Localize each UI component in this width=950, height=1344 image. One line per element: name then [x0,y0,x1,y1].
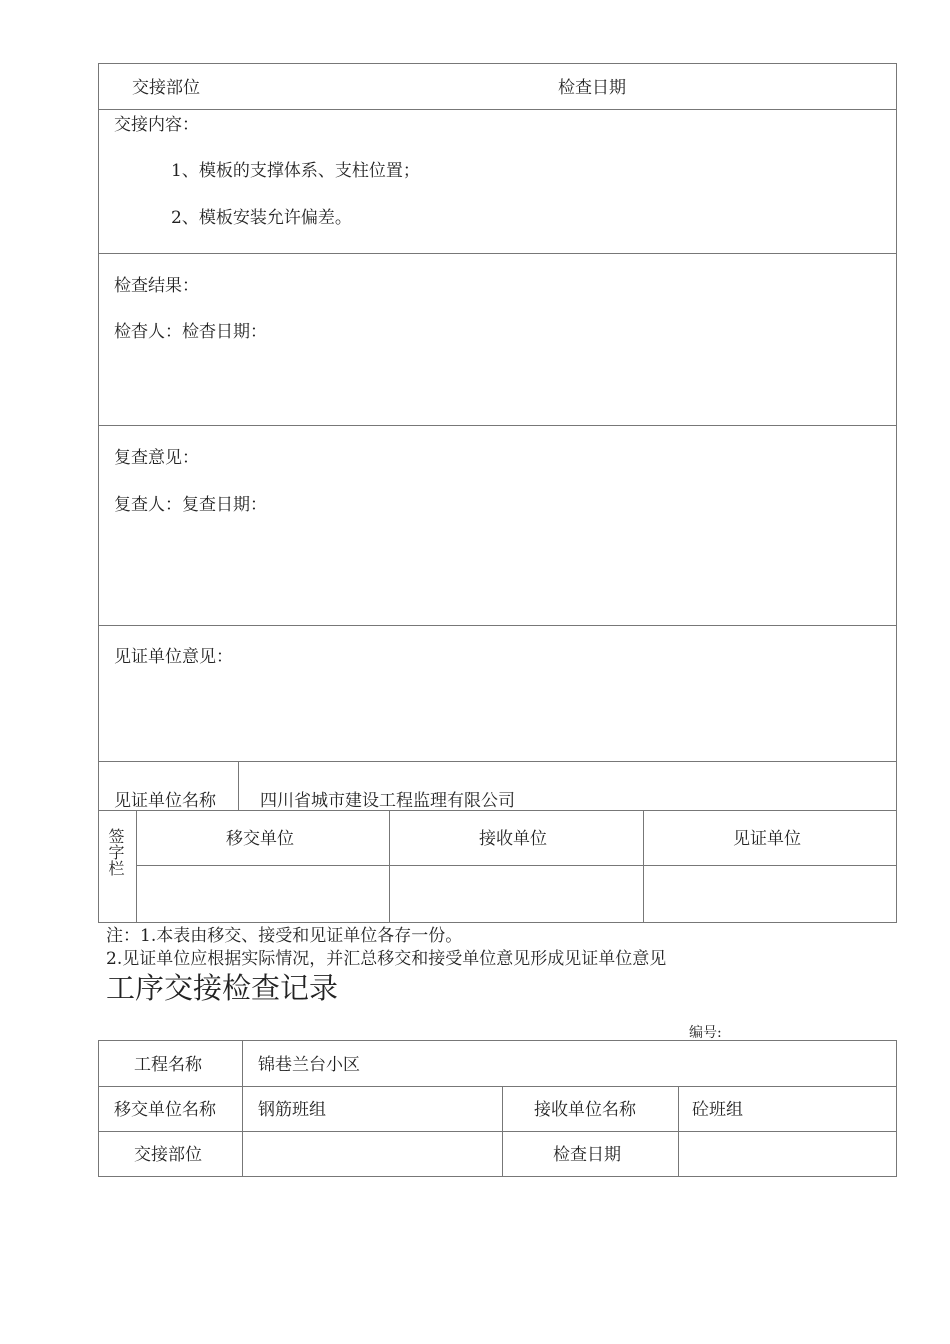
signature-field-handover[interactable] [137,866,388,922]
inspection-result-label: 检查结果： [114,276,199,296]
row-divider [98,810,897,811]
signature-side-label: 签字栏 [106,828,125,876]
receiving-unit-label: 接收单位名称 [534,1100,636,1120]
inspector-line: 检杳人：检杳日期： [114,322,267,342]
signature-field-receiving[interactable] [390,866,642,922]
inspection-date-field[interactable] [679,1132,896,1176]
receiving-unit-value: 砼班组 [692,1100,743,1120]
inspection-date-label-lower: 检查日期 [553,1145,621,1165]
witness-name-label: 见证单位名称 [114,791,216,811]
handover-unit-label: 移交单位名称 [114,1100,216,1120]
reviewer-line: 复查人：复查日期： [114,495,267,515]
inspection-date-label: 检查日期 [558,78,626,98]
signature-col-witness: 见证单位 [733,829,801,849]
handover-location-field[interactable] [243,1132,501,1176]
signature-col-handover: 移交单位 [226,829,294,849]
number-label: 编号: [689,1025,722,1041]
signature-field-witness[interactable] [644,866,896,922]
note-line-1: 注：1.本表由移交、接受和见证单位各存一份。 [106,926,463,946]
row-divider [98,109,897,110]
page-title: 工序交接检查记录 [106,971,339,1005]
location-label: 交接部位 [132,78,200,98]
column-divider [502,1086,503,1177]
handover-content-label: 交接内容： [114,115,199,135]
review-opinion-label: 复查意见： [114,448,199,468]
row-divider [98,253,897,254]
row-divider [98,425,897,426]
row-divider [98,1086,897,1087]
content-item-1: 1、模板的支撑体系、支柱位置； [171,161,420,181]
witness-name-value: 四川省城市建设工程监理有限公司 [260,791,515,811]
content-item-2: 2、模板安装允许偏差。 [171,208,352,228]
row-divider [98,761,897,762]
project-name-value: 锦巷兰台小区 [258,1055,360,1075]
note-line-2: 2.见证单位应根据实际情况，并汇总移交和接受单位意见形成见证单位意见 [106,949,667,969]
row-divider [98,625,897,626]
column-divider [238,761,239,810]
project-name-label: 工程名称 [134,1055,202,1075]
signature-col-receiving: 接收单位 [479,829,547,849]
handover-location-label: 交接部位 [134,1145,202,1165]
witness-opinion-label: 见证单位意见： [114,647,233,667]
handover-unit-value: 钢筋班组 [258,1100,326,1120]
